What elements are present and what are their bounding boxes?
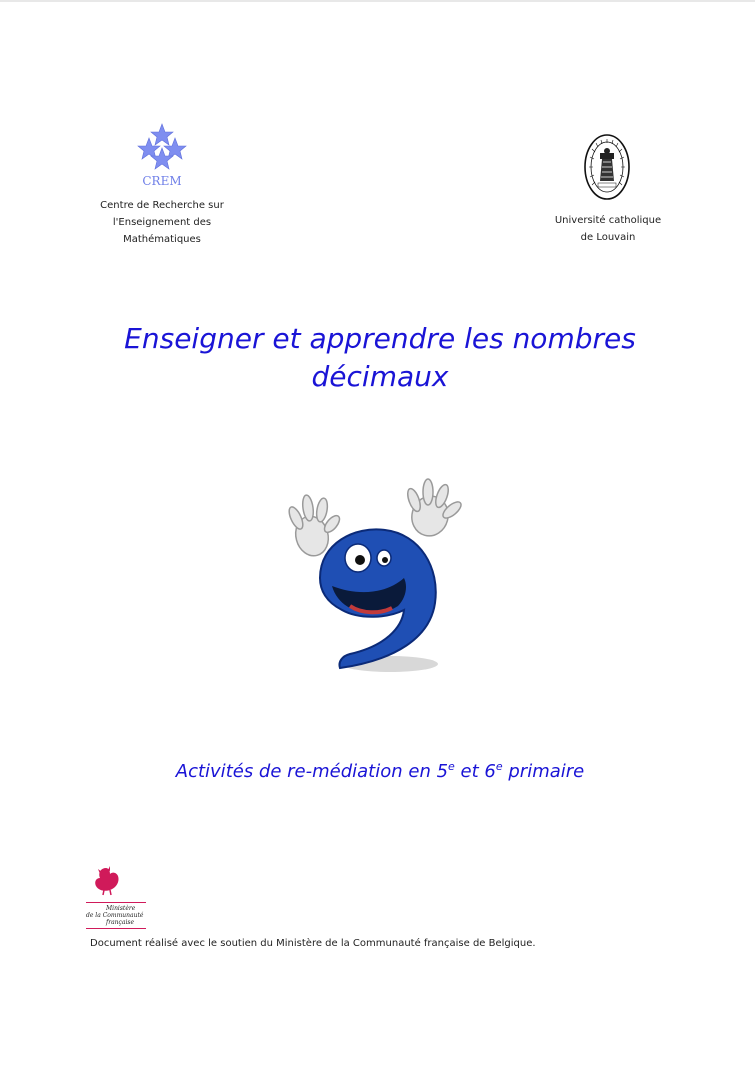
ministry-logo <box>86 866 156 932</box>
superscript: e <box>495 760 503 773</box>
crem-caption-line: l'Enseignement des <box>112 217 212 228</box>
ministry-line: de la Communauté <box>86 912 144 919</box>
crem-wordmark: CREM <box>142 174 182 188</box>
ministry-line: Ministère <box>106 905 136 912</box>
title-line: Enseigner et apprendre les nombres <box>124 322 636 355</box>
ucl-caption-line: Université catholique <box>554 215 662 226</box>
subtitle-text: Activités de re-médiation en 5 <box>175 761 449 782</box>
footnote: Document réalisé avec le soutien du Ministère de la Communauté française de Belgique. <box>90 938 536 949</box>
rooster-icon <box>86 866 156 900</box>
title-line: décimaux <box>311 360 449 393</box>
crem-caption <box>92 197 232 248</box>
divider <box>86 928 146 929</box>
comma-mascot-icon <box>280 478 480 678</box>
subtitle-text: primaire <box>502 761 585 782</box>
university-seal-icon <box>583 133 631 201</box>
subtitle-text: et 6 <box>454 761 496 782</box>
superscript: e <box>448 760 455 773</box>
divider <box>86 902 146 903</box>
ucl-caption <box>540 212 676 246</box>
page-title <box>60 320 700 396</box>
top-border <box>0 0 755 2</box>
ucl-caption-line: de Louvain <box>580 232 636 243</box>
crem-caption-line: Centre de Recherche sur <box>100 200 224 211</box>
ministry-line: française <box>106 919 135 926</box>
crem-caption-line: Mathématiques <box>123 234 201 245</box>
subtitle <box>60 760 700 782</box>
